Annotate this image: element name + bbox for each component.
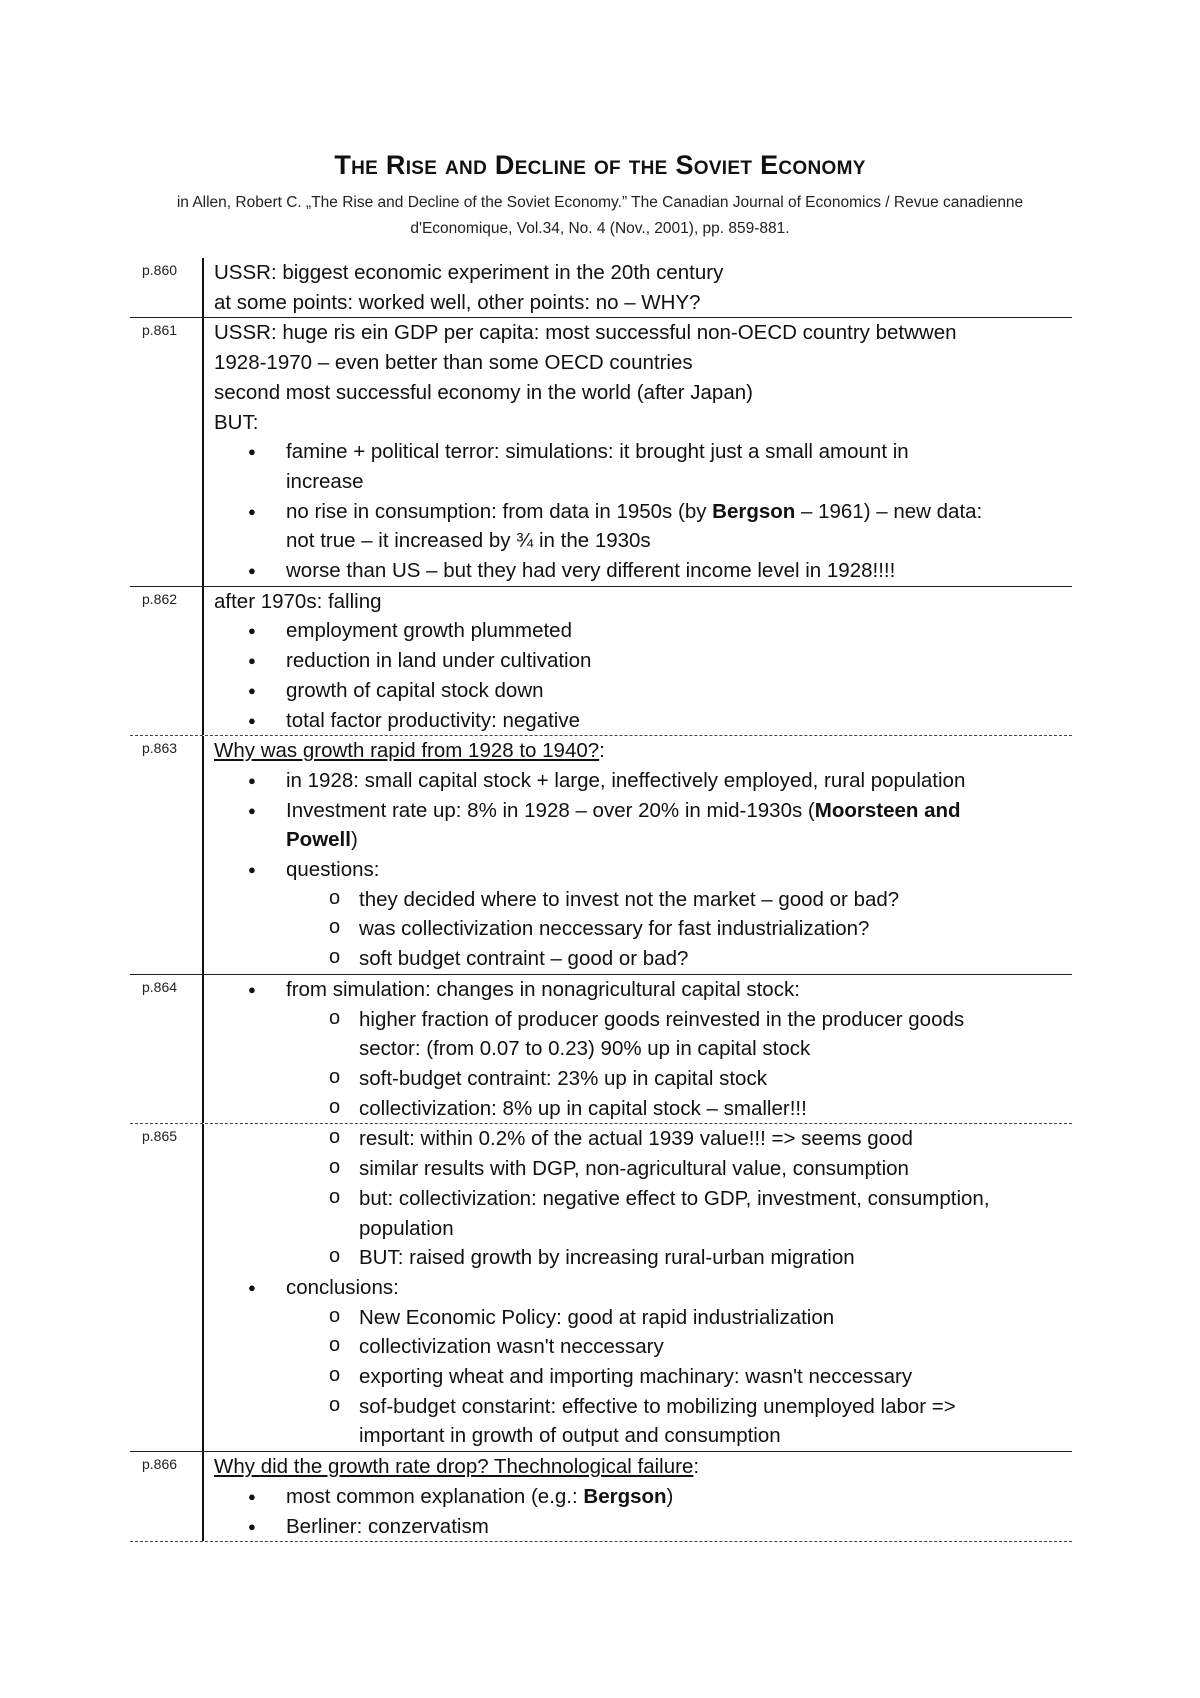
sub-bullet-item: o BUT: raised growth by increasing rural-urban migration — [214, 1243, 1072, 1273]
sub-bullet-item: o exporting wheat and importing machinary: wasn't neccessary — [214, 1362, 1072, 1392]
section-p864 — [130, 975, 1072, 1125]
section-p861 — [130, 318, 1072, 586]
section-content — [202, 587, 1072, 736]
page-number: p.866 — [142, 1456, 178, 1473]
sub-bullet-item: o sof-budget constarint: effective to mobilizing unemployed labor => — [214, 1392, 1072, 1422]
text-line: after 1970s: falling — [214, 589, 382, 613]
text-line: 1928-1970 – even better than some OECD countries — [214, 351, 693, 375]
page-number: p.861 — [142, 322, 178, 339]
heading-text: Why did the growth rate drop? Thechnological failure — [214, 1455, 694, 1479]
bullet-item: ● conclusions: — [214, 1273, 1072, 1303]
bullet-item: ● employment growth plummeted — [214, 616, 1072, 646]
bullet-item: ● in 1928: small capital stock + large, ineffectively employed, rural population — [214, 766, 1072, 796]
text-span: ) — [350, 828, 358, 852]
text-line: USSR: huge ris ein GDP per capita: most successful non-OECD country betwwen — [214, 321, 957, 345]
text-line: BUT: — [214, 410, 259, 434]
bullet-item: ● from simulation: changes in nonagricultural capital stock: — [214, 975, 1072, 1005]
section-p866 — [130, 1452, 1072, 1542]
page-number: p.865 — [142, 1128, 178, 1145]
section-p860 — [130, 258, 1072, 318]
citation-line-2: d'Economique, Vol.34, No. 4 (Nov., 2001), pp. 859-881. — [410, 220, 790, 237]
text-line: second most successful economy in the world (after Japan) — [214, 380, 753, 404]
page-number: p.863 — [142, 740, 178, 757]
author-name: Bergson — [712, 499, 796, 523]
bullet-item: ● famine + political terror: simulations: it brought just a small amount in — [214, 437, 1072, 467]
bullet-item — [214, 1482, 1072, 1512]
author-name: Bergson — [583, 1484, 667, 1508]
page-number: p.864 — [142, 978, 178, 995]
text-line: at some points: worked well, other points: no – WHY? — [214, 290, 701, 314]
sub-bullet-item: o soft budget contraint – good or bad? — [214, 944, 1072, 974]
notes-table — [130, 258, 1072, 1542]
section-content — [202, 975, 1072, 1124]
sub-bullet-item: o similar results with DGP, non-agricultural value, consumption — [214, 1154, 1072, 1184]
sub-bullet-continuation: population — [359, 1216, 454, 1240]
text-span: Investment rate up: 8% in 1928 – over 20% in mid-1930s ( — [286, 798, 815, 822]
section-content — [202, 1124, 1072, 1451]
page-number: p.862 — [142, 590, 178, 607]
sub-bullet-item: o collectivization wasn't neccessary — [214, 1332, 1072, 1362]
bullet-item: ● Berliner: conzervatism — [214, 1512, 1072, 1542]
bullet-item: ● growth of capital stock down — [214, 676, 1072, 706]
text-line: USSR: biggest economic experiment in the 20th century — [214, 261, 724, 284]
text-span: ) — [666, 1484, 674, 1508]
sub-bullet-item: o collectivization: 8% up in capital stock – smaller!!! — [214, 1094, 1072, 1124]
section-heading — [214, 736, 1072, 766]
sub-bullet-item: o soft-budget contraint: 23% up in capital stock — [214, 1064, 1072, 1094]
citation — [150, 190, 1050, 242]
bullet-continuation: increase — [286, 469, 364, 493]
sub-bullet-continuation: important in growth of output and consumption — [359, 1424, 781, 1448]
section-p863 — [130, 736, 1072, 975]
sub-bullet-item: o but: collectivization: negative effect to GDP, investment, consumption, — [214, 1184, 1072, 1214]
bullet-item: ● total factor productivity: negative — [214, 706, 1072, 736]
author-name: Moorsteen and — [814, 798, 961, 822]
sub-bullet-continuation: sector: (from 0.07 to 0.23) 90% up in capital stock — [359, 1037, 811, 1061]
page-number: p.860 — [142, 262, 178, 278]
text-span: no rise in consumption: from data in 1950s (by — [286, 499, 713, 523]
heading-suffix: : — [693, 1455, 700, 1479]
bullet-item — [214, 796, 1072, 826]
section-content — [202, 258, 1072, 317]
citation-line-1: in Allen, Robert C. „The Rise and Decline of the Soviet Economy.” The Canadian Journal of Economics / Revue canadienne — [176, 194, 1024, 211]
bullet-continuation — [214, 825, 1072, 855]
section-content — [202, 1452, 1072, 1541]
author-name: Powell — [286, 828, 351, 852]
text-span: most common explanation (e.g.: — [286, 1484, 584, 1508]
bullet-item: ● reduction in land under cultivation — [214, 646, 1072, 676]
section-heading — [214, 1452, 1072, 1482]
section-content — [202, 736, 1072, 974]
sub-bullet-item: o higher fraction of producer goods reinvested in the producer goods — [214, 1005, 1072, 1035]
sub-bullet-item: o they decided where to invest not the market – good or bad? — [214, 885, 1072, 915]
bullet-item: ● questions: — [214, 855, 1072, 885]
sub-bullet-item: o result: within 0.2% of the actual 1939 value!!! => seems good — [214, 1124, 1072, 1154]
section-p865 — [130, 1124, 1072, 1452]
bullet-continuation: not true – it increased by ¾ in the 1930s — [286, 529, 651, 553]
section-p862 — [130, 587, 1072, 737]
heading-text: Why was growth rapid from 1928 to 1940? — [214, 739, 600, 763]
sub-bullet-item: o was collectivization neccessary for fast industrialization? — [214, 914, 1072, 944]
sub-bullet-item: o New Economic Policy: good at rapid industrialization — [214, 1303, 1072, 1333]
text-span: – 1961) – new data: — [795, 499, 983, 523]
heading-suffix: : — [599, 739, 605, 763]
section-content — [202, 318, 1072, 585]
document-title: The Rise and Decline of the Soviet Economy — [334, 150, 866, 180]
bullet-item: ● worse than US – but they had very different income level in 1928!!!! — [214, 556, 1072, 586]
bullet-item — [214, 497, 1072, 527]
